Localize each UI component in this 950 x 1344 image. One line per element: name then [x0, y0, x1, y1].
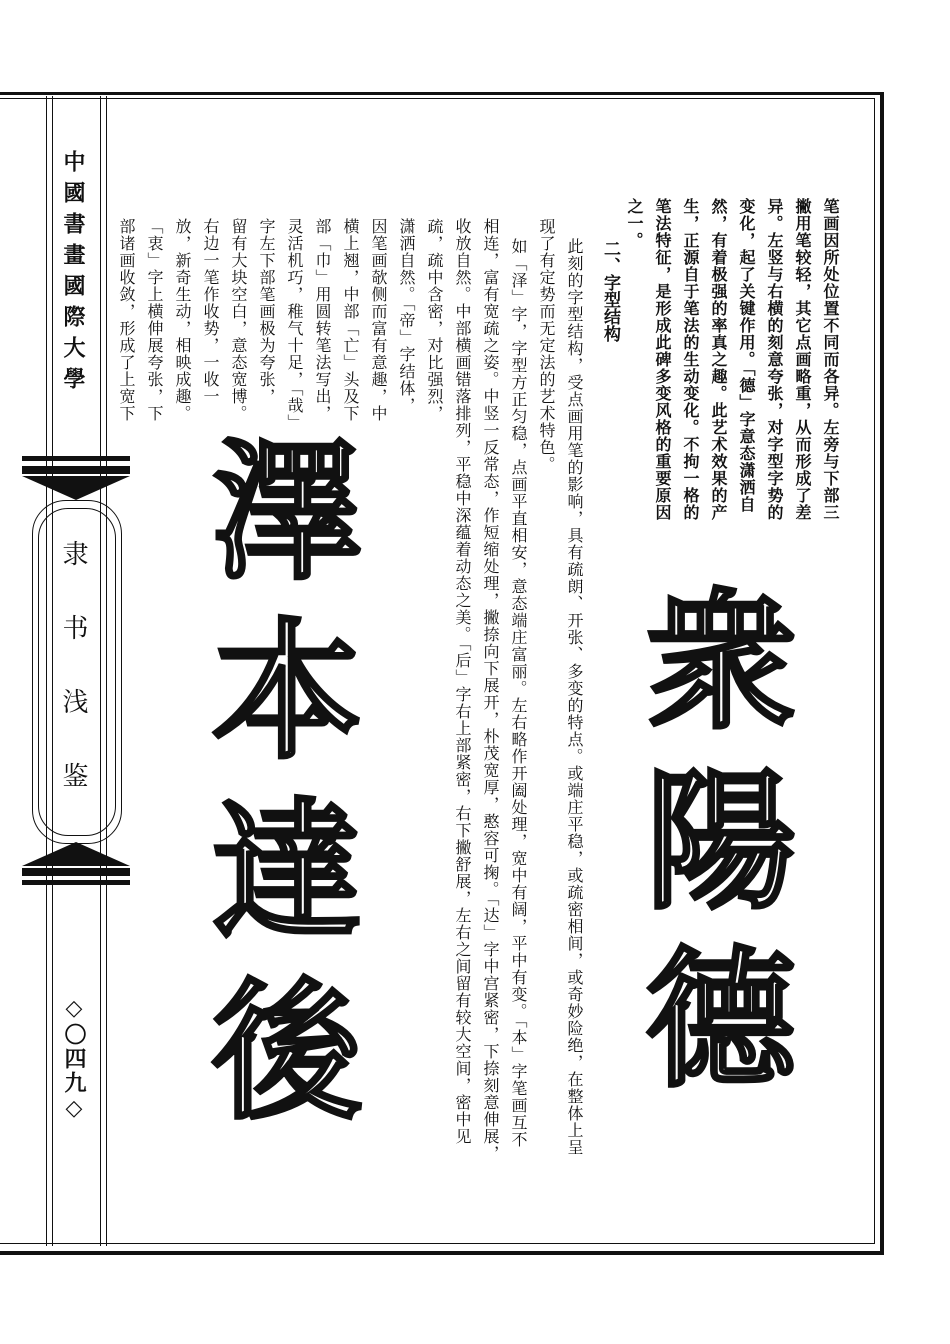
- page-number: ◇〇四九◇: [61, 995, 87, 1123]
- calligraphy-char: 本: [211, 604, 362, 780]
- text-column: 潇洒自然。「帝」字结体，: [397, 218, 416, 414]
- calligraphy-char: 澤: [211, 424, 362, 600]
- text-column: 笔画因所处位置不同而各异。左旁与下部三: [821, 198, 840, 521]
- calligraphy-char: 陽: [645, 754, 796, 930]
- text-column: 「衷」字上横伸展夸张，下: [145, 218, 164, 422]
- text-column: 现了有定势而无定法的艺术特色。: [537, 218, 556, 473]
- text-column: 部诸画收敛，形成了上宽下: [117, 218, 136, 422]
- text-column: 因笔画欹侧而富有意趣，中: [369, 218, 388, 422]
- school-name: 中國書畫國際大學: [60, 150, 86, 398]
- book-title: 隶书浅鉴: [58, 540, 88, 836]
- text-column: 此刻的字型结构，受点画用笔的影响，具有疏朗、开张、多变的特点。或端庄平稳，或疏密相间，或奇妙险绝，在整体上呈: [565, 238, 584, 1156]
- band-arrow-top: [22, 476, 130, 500]
- calligraphy-char: 衆: [645, 574, 796, 750]
- calligraphy-char: 達: [211, 784, 362, 960]
- text-column: 横上翘，中部「亡」头及下: [341, 218, 360, 422]
- text-column: 笔法特征，是形成此碑多变风格的重要原因: [653, 198, 672, 521]
- text-column: 放，新奇生动，相映成趣。: [173, 218, 192, 422]
- text-column: 相连，富有宽疏之姿。中竖一反常态，作短缩处理，撇捺向下展开，朴茂宽厚，憨容可掬。「达」字中宫紧密，下捺刻意伸展，: [481, 218, 500, 1162]
- text-column: 异。左竖与右横的刻意夸张，对字型字势的: [765, 198, 784, 521]
- band-bottom-2: [22, 880, 130, 885]
- text-column: 灵活机巧，稚气十足，「哉」: [285, 218, 304, 431]
- text-column: 部「巾」用圆转笔法写出，: [313, 218, 332, 422]
- section-heading: 二、字型结构: [600, 240, 620, 342]
- band-bottom-1: [22, 868, 130, 876]
- band-top-1: [22, 456, 130, 461]
- band-arrow-bottom: [22, 842, 130, 866]
- text-column: 然，有着极强的率真之趣。此艺术效果的产: [709, 198, 728, 521]
- text-column: 撇用笔较轻，其它点画略重，从而形成了差: [793, 198, 812, 521]
- text-column: 疏，疏中含密，对比强烈，: [425, 218, 444, 422]
- text-column: 字左下部笔画极为夸张，: [257, 218, 276, 405]
- text-column: 留有大块空白，意态宽博。: [229, 218, 248, 422]
- text-column: 收放自然。中部横画错落排列，平稳中深蕴着动态之美。「后」字右上部紧密，右下撇舒展，左右之间留有较大空间，密中见: [453, 218, 472, 1145]
- band-top-2: [22, 466, 130, 474]
- text-column: 生，正源自于笔法的生动变化。不拘一格的: [681, 198, 700, 521]
- text-column: 如「泽」字，字型方正匀稳，点画平直相安，意态端庄富丽。左右略作开阖处理，宽中有阔，平中有变。「本」字笔画互不: [509, 238, 528, 1148]
- text-column: 右边一笔作收势，一收一: [201, 218, 220, 405]
- calligraphy-char: 德: [645, 932, 796, 1108]
- calligraphy-char: 後: [211, 964, 362, 1140]
- text-column: 变化，起了关键作用。「德」字意态潇洒自: [737, 198, 756, 513]
- text-column: 之一。: [625, 198, 644, 249]
